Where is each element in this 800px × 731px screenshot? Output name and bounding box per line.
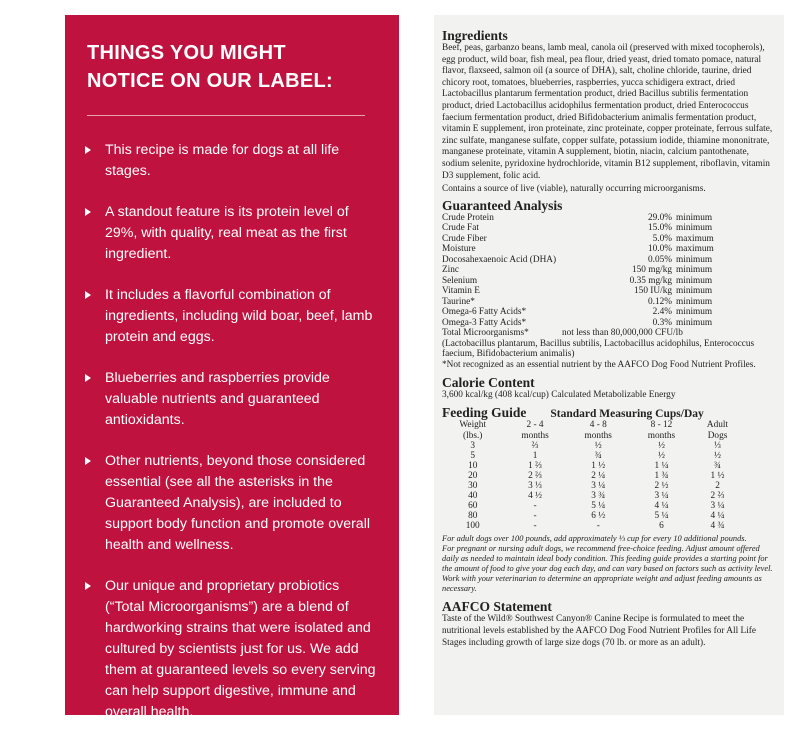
table-row [442,223,714,234]
divider [87,115,365,116]
table-row [442,441,742,451]
note-text: It includes a flavorful combination of ingredients, including wild boar, beef, lamb protein and eggs. [105,287,373,345]
list-item [85,285,379,348]
table-row [442,244,714,255]
table-row [442,286,714,297]
triangle-bullet-icon [85,291,91,299]
nutrient-value: 10.0% [647,244,672,255]
ingredients-title: Ingredients [442,28,508,43]
nutrient-value: 2.4% [652,307,672,318]
table-row [442,213,714,224]
nutrient-qualifier: maximum [676,244,714,255]
table-row [442,265,714,276]
nutrient-value: 29.0% [647,212,672,223]
notes-list [85,140,379,723]
calorie-title: Calorie Content [442,375,535,391]
header-line: 2 - 4 [526,420,544,431]
cups-cell: ⅔ [531,440,539,451]
nutrient-name: Zinc [442,265,460,276]
table-row [442,297,714,308]
nutrient-name: Taurine* [442,296,475,307]
note-text: Blueberries and raspberries provide valuable nutrients and guaranteed antioxidants. [105,370,330,428]
cups-cell: ⅓ [714,440,722,451]
cups-cell: 2 [715,480,720,491]
list-item [85,451,379,556]
cups-cell: - [533,501,537,512]
nutrient-qualifier: minimum [676,286,713,297]
table-row [442,451,742,461]
feeding-guide-table [442,420,742,531]
cups-cell: 1 [532,450,538,461]
nutrient-name: Crude Fat [442,223,479,234]
aafco-text: Taste of the Wild® Southwest Canyon® Canine Recipe is formulated to meet the nutritional levels established by the AAFCO Dog Food Nutrient Profiles for All Life Stages including growth of large size dogs (70 lb. or more as an adult). [442,614,756,648]
cups-cell: 3 ¼ [710,501,725,512]
nutrient-name: Omega-6 Fatty Acids* [442,307,527,318]
header-line: 8 - 12 [650,420,673,431]
ingredients-text: Beef, peas, garbanzo beans, lamb meal, canola oil (preserved with mixed tocopherols), egg product, wild boar, fish meal, pea flour, dried yeast, dried tomato pomace, natural flavor, flaxseed, salmon oil (a source of DHA), salt, choline chloride, taurine, dried chicory root, tomatoes, blueberries, raspberries, yucca schidigera extract, dried Lactobacillus plantarum fermentation product, dried Bacillus subtilis fermentation product, dried Lactobacillus acidophilus fermentation product, dried Enterococcus faecium fermentation product, dried Bifidobacterium animalis fermentation product, vitamin E supplement, iron proteinate, zinc proteinate, copper proteinate, ferrous sulfate, zinc sulfate, manganese sulfate, copper sulfate, potassium iodide, thiamine mononitrate, manganese proteinate, vitamin A supplement, biotin, niacin, calcium pantothenate, sodium selenite, pyridoxine hydrochloride, vitamin B12 supplement, riboflavin, vitamin D3 supplement, folic acid. [442,43,773,181]
weight-cell: 30 [468,480,478,491]
cups-cell: 1 ⅔ [528,460,543,471]
weight-cell: 60 [468,501,478,512]
list-item [85,368,379,431]
cups-cell: ¾ [714,460,722,471]
nutrient-qualifier: minimum [676,317,713,328]
cups-cell: 6 ½ [591,511,606,522]
nutrient-value: 150 mg/kg [631,265,672,276]
column-header [567,420,630,440]
header-line: months [584,430,612,441]
header-line: Weight [459,420,487,431]
cups-cell: 3 ¼ [654,491,669,502]
header-line: months [647,430,676,441]
cups-cell: 1 ¾ [654,470,669,481]
cups-cell: - [533,511,537,522]
cups-cell: ¾ [594,450,602,461]
nutrient-qualifier: minimum [676,296,713,307]
nutrient-name: Docosahexaenoic Acid (DHA) [442,254,557,265]
feeding-guide-title: Feeding Guide [442,404,527,420]
weight-cell: 40 [468,491,478,502]
nutrient-name: Moisture [442,244,476,255]
strains-text: (Lactobacillus plantarum, Bacillus subtilis, Lactobacillus acidophilus, Enterococcus faecium, Bifidobacterium animalis) [442,338,755,360]
table-row [442,234,714,245]
nutrient-value: 0.35 mg/kg [629,275,672,286]
footnote-text: *Not recognized as an essential nutrient by the AAFCO Dog Food Nutrient Profiles. [442,359,756,370]
weight-cell: 20 [468,470,478,481]
cups-cell: - [533,521,537,532]
nutrient-name: Vitamin E [442,286,480,297]
table-row [442,255,714,266]
cups-cell: ½ [657,450,665,461]
header-line: Adult [706,420,729,431]
table-row [442,318,714,329]
column-header [630,420,693,440]
table-row [442,501,742,511]
nutrient-qualifier: minimum [676,212,713,223]
feeding-note-1: For adult dogs over 100 pounds, add approximately ⅓ cup for every 10 additional pounds. [442,534,747,544]
cups-cell: 3 ¼ [591,480,606,491]
list-item [85,576,379,723]
list-item [85,140,379,182]
triangle-bullet-icon [85,374,91,382]
header-line: months [521,430,549,441]
nutrient-qualifier: minimum [676,254,713,265]
header-line: 4 - 8 [589,420,607,431]
cups-cell: 6 [659,521,664,532]
table-row [442,276,714,287]
nutrient-value: 15.0% [647,223,672,234]
note-text: A standout feature is its protein level of 29%, with quality, real meat as the first ingredient. [105,204,349,262]
cups-cell: - [596,521,600,532]
nutrient-qualifier: minimum [676,223,713,234]
table-row [442,461,742,471]
total-microorganisms-row [442,328,683,339]
guaranteed-analysis-title: Guaranteed Analysis [442,197,563,213]
nutrient-value: 0.05% [647,254,672,265]
weight-cell: 10 [468,460,478,471]
cups-cell: 2 ⅔ [710,491,725,502]
guaranteed-analysis-table [442,213,714,329]
cups-cell: 4 ¾ [710,521,725,532]
total-micro-name: Total Microorganisms* [442,328,529,339]
header-line: Dogs [707,430,728,441]
feeding-guide-header [442,406,774,421]
heading-line-2: NOTICE ON OUR LABEL: [87,70,333,92]
cups-cell: 4 ½ [528,491,543,502]
label-notes-panel [65,15,399,720]
cups-cell: 5 ¼ [591,501,606,512]
product-label [434,15,784,715]
table-row [442,491,742,501]
note-text: This recipe is made for dogs at all life stages. [105,142,340,179]
cups-cell: 2 ¼ [591,470,606,481]
feeding-guide-subtitle: Standard Measuring Cups/Day [550,407,704,420]
nutrient-qualifier: minimum [676,265,713,276]
triangle-bullet-icon [85,208,91,216]
cups-cell: 1 ¼ [654,460,669,471]
weight-cell: 5 [470,450,476,461]
weight-cell: 3 [470,440,476,451]
note-text: Our unique and proprietary probiotics (“Total Microorganisms”) are a blend of hardworking strains that were isolated and cultured by scientists just for us. We add them at guaranteed levels so every serving can help support digestive, immune and overall health. [105,578,376,720]
cups-cell: 2 ⅔ [528,470,543,481]
nutrient-name: Selenium [442,275,478,286]
triangle-bullet-icon [85,146,91,154]
cups-cell: 3 ⅓ [528,480,543,491]
weight-cell: 100 [465,521,480,532]
cups-cell: 4 ¼ [654,501,669,512]
cups-cell: ½ [657,440,665,451]
nutrient-value: 5.0% [652,233,672,244]
nutrient-value: 150 IU/kg [634,286,672,297]
nutrient-name: Crude Fiber [442,233,487,244]
cups-cell: 5 ¼ [654,511,669,522]
probiotic-note: Contains a source of live (viable), naturally occurring microorganisms. [442,184,706,195]
nutrient-qualifier: minimum [676,275,713,286]
column-header [503,420,566,440]
calorie-text: 3,600 kcal/kg (408 kcal/cup) Calculated Metabolizable Energy [442,390,676,401]
table-row [442,471,742,481]
total-micro-value: not less than 80,000,000 CFU/lb [562,328,683,339]
table-row [442,481,742,491]
triangle-bullet-icon [85,582,91,590]
nutrient-value: 0.3% [652,317,672,328]
nutrient-qualifier: maximum [676,233,714,244]
list-item [85,202,379,265]
note-text: Other nutrients, beyond those considered essential (see all the asterisks in the Guaranteed Analysis), are included to support body function and promote overall health and wellness. [105,453,370,553]
feeding-note-2: For pregnant or nursing adult dogs, we recommend free-choice feeding. Adjust amount offered daily as needed to maintain ideal body condition. This feeding guide provides a starting point for the amount of food to give your dog each day, and can vary based on factors such as activity level. Work with your veterinarian to determine an appropriate weight and adjust feeding amounts as necessary. [442,544,773,594]
cups-cell: 4 ¼ [710,511,725,522]
cups-cell: 2 ½ [654,480,669,491]
triangle-bullet-icon [85,457,91,465]
cups-cell: ½ [594,440,602,451]
column-header [693,420,742,440]
heading-line-1: THINGS YOU MIGHT [87,42,286,64]
nutrient-name: Crude Protein [442,212,494,223]
cups-cell: 1 ½ [710,470,725,481]
nutrient-value: 0.12% [647,296,672,307]
panel-heading [85,39,379,95]
nutrient-name: Omega-3 Fatty Acids* [442,317,527,328]
cups-cell: ½ [714,450,722,461]
nutrient-qualifier: minimum [676,307,713,318]
table-row [442,521,742,531]
table-row [442,307,714,318]
column-header [442,420,503,440]
cups-cell: 3 ¾ [591,491,606,502]
header-line: (lbs.) [463,430,483,441]
cups-cell: 1 ½ [591,460,606,471]
table-row [442,511,742,521]
aafco-title: AAFCO Statement [442,599,552,615]
weight-cell: 80 [468,511,478,522]
